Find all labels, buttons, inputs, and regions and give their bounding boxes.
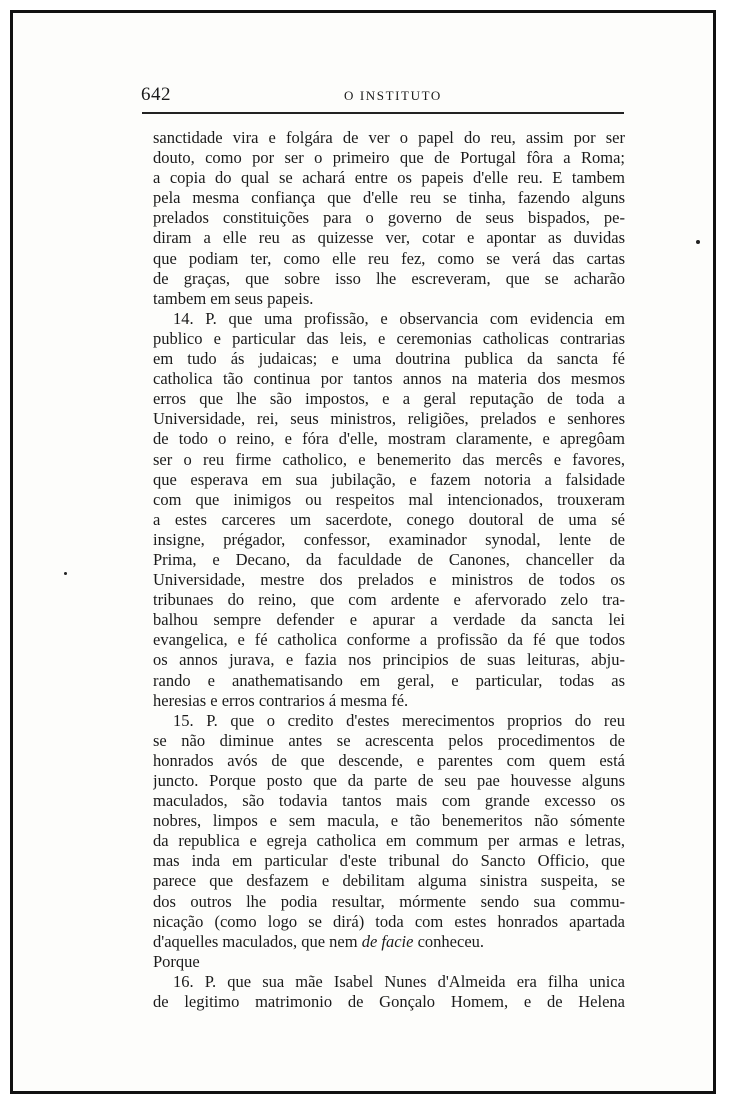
text-line: d'aquelles maculados, que nem de facie conheceu. <box>153 931 485 951</box>
text-line: de graças, que sobre isso lhe escreveram, que se acharão <box>153 268 625 288</box>
text-line: Universidade, rei, seus ministros, religiões, prelados e senhores <box>153 409 625 429</box>
text-line: sanctidade vira e folgára de ver o papel do reu, assim por ser <box>153 128 625 147</box>
text-line: balhou sempre defender e apurar a verdade da sancta lei <box>153 610 625 630</box>
text-line: diram a elle reu as quizesse ver, cotar e apontar as duvidas <box>153 228 625 248</box>
text-line: juncto. Porque posto que da parte de seu pae houvesse alguns <box>153 771 625 790</box>
text-line: em tudo ás judaicas; e uma doutrina publica da sancta fé <box>153 349 625 369</box>
text-line: prelados constituições para o governo de seus bispados, pe- <box>153 208 625 228</box>
ink-speck <box>696 240 700 244</box>
text-line: os annos jurava, e fazia nos principios de suas leituras, abju- <box>153 650 625 670</box>
text-line: 15. P. que o credito d'estes merecimentos proprios do reu <box>173 710 625 730</box>
text-line: nicação (como logo se dirá) toda com estes honrados apartada <box>153 911 625 931</box>
text-line: Universidade, mestre dos prelados e ministros de todos os <box>153 570 625 590</box>
text-line: pela mesma confiança que d'elle reu se tinha, fazendo alguns <box>153 188 625 208</box>
ink-speck <box>64 572 67 575</box>
text-line: Prima, e Decano, da faculdade de Canones, chanceller da <box>153 549 625 569</box>
text-line: dos outros lhe podia resultar, mórmente sendo sua commu- <box>153 891 625 911</box>
body-text <box>153 128 625 1012</box>
text-line: douto, como por ser o primeiro que de Portugal fôra a Roma; <box>153 148 625 168</box>
text-line: erros que lhe são impostos, e a geral reputação de toda a <box>153 389 625 409</box>
text-line: 14. P. que uma profissão, e observancia com evidencia em <box>173 308 625 328</box>
text-line: ser o reu firme catholico, e benemerito das mercês e favores, <box>153 449 625 469</box>
text-line: se não diminue antes se acrescenta pelos procedimentos de <box>153 730 625 750</box>
text-line: que podiam ter, como elle reu fez, como se verá das cartas <box>153 248 625 268</box>
text-line: de legitimo matrimonio de Gonçalo Homem, e de Helena <box>153 992 625 1012</box>
text-line: heresias e erros contrarios á mesma fé. <box>153 690 409 710</box>
page-number: 642 <box>141 84 171 105</box>
text-line: da republica e egreja catholica em commum per armas e letras, <box>153 831 625 851</box>
text-line: 16. P. que sua mãe Isabel Nunes d'Almeida era filha unica <box>173 971 625 991</box>
text-line: parece que desfazem e debilitam alguma sinistra suspeita, se <box>153 871 625 891</box>
text-line: rando e anathematisando em geral, e particular, todas as <box>153 670 625 690</box>
text-line: com que inimigos ou respeitos mal intencionados, trouxeram <box>153 489 625 509</box>
text-line: a copia do qual se achará entre os papeis d'elle reu. E tambem <box>153 168 625 188</box>
header-rule <box>142 112 624 114</box>
text-line: evangelica, e fé catholica conforme a profissão da fé que todos <box>153 630 625 650</box>
text-line: maculados, são todavia tantos mais com grande excesso os <box>153 791 625 811</box>
text-line: Porque <box>153 951 200 971</box>
text-line: tribunaes do reino, que com ardente e afervorado zelo tra- <box>153 590 625 610</box>
text-line: que esperava em sua jubilação, e fazem notoria a falsidade <box>153 469 625 489</box>
text-line: mas inda em particular d'este tribunal do Sancto Officio, que <box>153 851 625 871</box>
text-line: catholica tão continua por tantos annos na materia dos mesmos <box>153 369 625 389</box>
text-line: honrados avós de que descende, e parentes com quem está <box>153 750 625 770</box>
text-line: de todo o reino, e fóra d'elle, mostram claramente, e apregôam <box>153 429 625 449</box>
text-line: tambem em seus papeis. <box>153 288 314 308</box>
running-title: O INSTITUTO <box>344 88 442 103</box>
text-line: nobres, limpos e sem macula, e tão benemeritos não sómente <box>153 811 625 831</box>
text-line: insigne, prégador, confessor, examinador synodal, lente de <box>153 529 625 549</box>
text-line: a estes carceres um sacerdote, conego doutoral de uma sé <box>153 509 625 529</box>
text-line: publico e particular das leis, e ceremonias catholicas contrarias <box>153 328 625 348</box>
